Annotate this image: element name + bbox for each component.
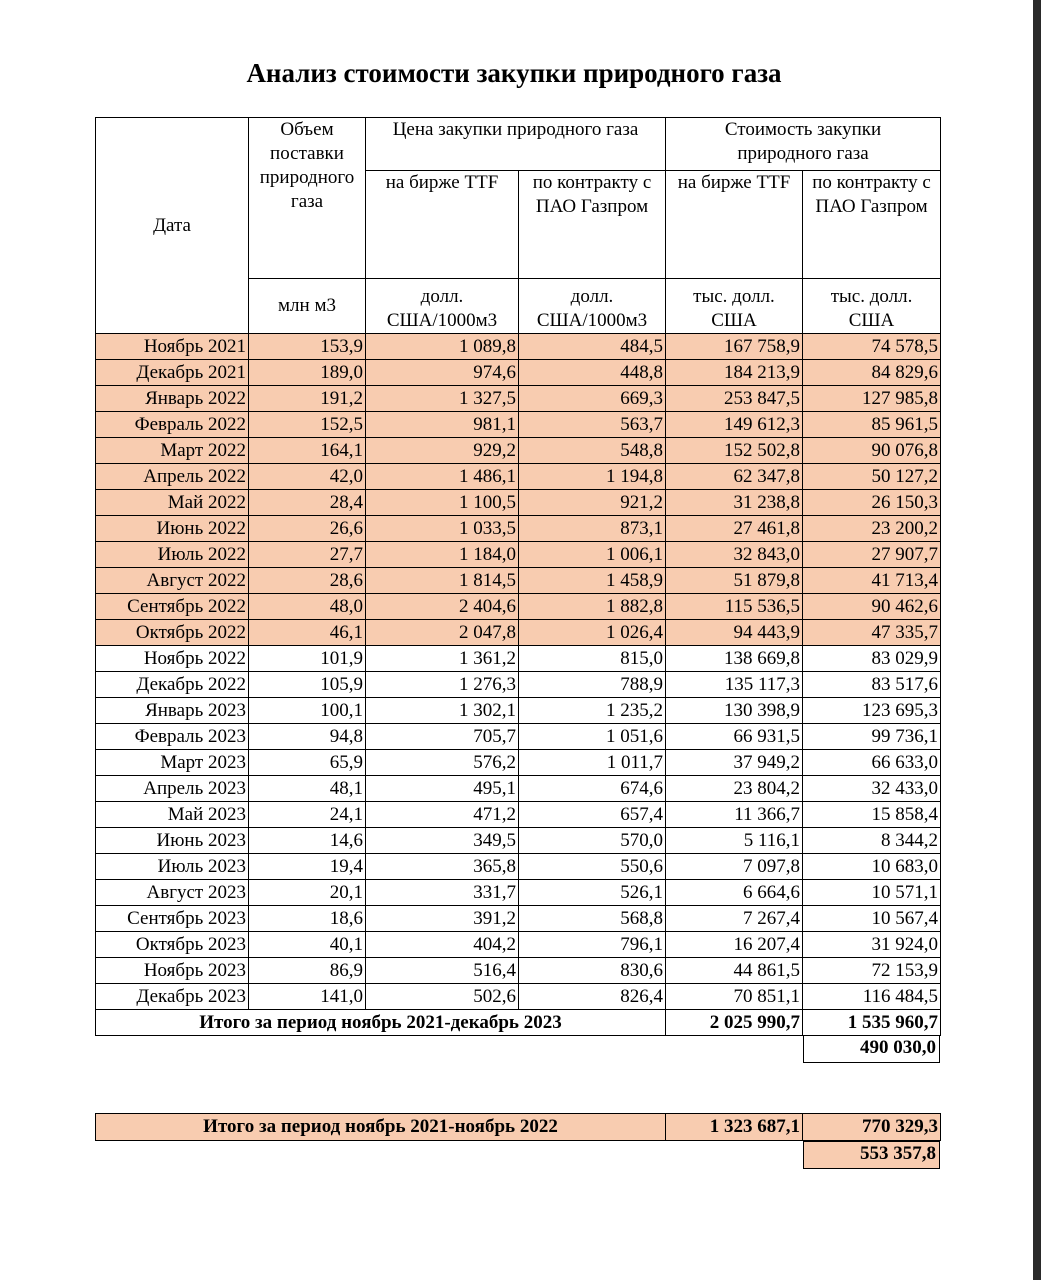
cell-date: Январь 2022 [96, 386, 249, 412]
cell-price-contract: 1 006,1 [519, 542, 666, 568]
cell-price-contract: 570,0 [519, 828, 666, 854]
cell-price-ttf: 2 404,6 [366, 594, 519, 620]
table-row [96, 932, 941, 958]
table-row [96, 464, 941, 490]
cell-date: Ноябрь 2021 [96, 334, 249, 360]
table-row [96, 412, 941, 438]
cell-cost-contract: 83 029,9 [803, 646, 941, 672]
total-full-difference: 490 030,0 [803, 1035, 940, 1063]
cell-price-ttf: 502,6 [366, 984, 519, 1010]
table-row [96, 750, 941, 776]
cell-volume: 101,9 [249, 646, 366, 672]
screen-edge [1033, 0, 1041, 1280]
total-partial-cost-contract: 770 329,3 [803, 1114, 941, 1141]
cell-cost-contract: 26 150,3 [803, 490, 941, 516]
header-date: Дата [96, 118, 249, 334]
cell-cost-ttf: 44 861,5 [666, 958, 803, 984]
cell-cost-ttf: 138 669,8 [666, 646, 803, 672]
cell-price-contract: 826,4 [519, 984, 666, 1010]
cell-volume: 105,9 [249, 672, 366, 698]
cell-cost-contract: 32 433,0 [803, 776, 941, 802]
cell-date: Июнь 2022 [96, 516, 249, 542]
cell-date: Январь 2023 [96, 698, 249, 724]
cell-date: Декабрь 2022 [96, 672, 249, 698]
cell-cost-contract: 116 484,5 [803, 984, 941, 1010]
gas-cost-table [95, 117, 940, 1036]
total-partial-label: Итого за период ноябрь 2021-ноябрь 2022 [96, 1114, 666, 1141]
cell-price-contract: 448,8 [519, 360, 666, 386]
cell-price-contract: 815,0 [519, 646, 666, 672]
cell-price-contract: 921,2 [519, 490, 666, 516]
cell-price-ttf: 404,2 [366, 932, 519, 958]
cell-cost-ttf: 31 238,8 [666, 490, 803, 516]
cell-cost-contract: 50 127,2 [803, 464, 941, 490]
cell-date: Декабрь 2021 [96, 360, 249, 386]
table-row [96, 984, 941, 1010]
cell-date: Февраль 2022 [96, 412, 249, 438]
cell-price-contract: 1 194,8 [519, 464, 666, 490]
cell-volume: 46,1 [249, 620, 366, 646]
cell-volume: 28,4 [249, 490, 366, 516]
cell-cost-contract: 74 578,5 [803, 334, 941, 360]
cell-volume: 189,0 [249, 360, 366, 386]
table-row [96, 880, 941, 906]
table-row [96, 594, 941, 620]
table-row [96, 906, 941, 932]
cell-cost-ttf: 5 116,1 [666, 828, 803, 854]
cell-date: Ноябрь 2023 [96, 958, 249, 984]
table-row [96, 958, 941, 984]
cell-date: Сентябрь 2023 [96, 906, 249, 932]
total-partial-difference: 553 357,8 [803, 1141, 940, 1169]
cell-date: Сентябрь 2022 [96, 594, 249, 620]
cell-cost-contract: 27 907,7 [803, 542, 941, 568]
cell-volume: 164,1 [249, 438, 366, 464]
cell-price-contract: 1 051,6 [519, 724, 666, 750]
cell-price-ttf: 349,5 [366, 828, 519, 854]
cell-price-ttf: 1 327,5 [366, 386, 519, 412]
cell-cost-contract: 10 571,1 [803, 880, 941, 906]
cell-volume: 48,1 [249, 776, 366, 802]
table-row [96, 698, 941, 724]
header-price-contract: по контракту с ПАО Газпром [519, 171, 666, 279]
cell-date: Апрель 2023 [96, 776, 249, 802]
cell-cost-ttf: 167 758,9 [666, 334, 803, 360]
cell-cost-ttf: 37 949,2 [666, 750, 803, 776]
cell-price-ttf: 391,2 [366, 906, 519, 932]
cell-volume: 100,1 [249, 698, 366, 724]
table-row [96, 568, 941, 594]
header-cost-group: Стоимость закупки природного газа [666, 118, 941, 171]
table-row [96, 334, 941, 360]
cell-price-ttf: 1 361,2 [366, 646, 519, 672]
cell-price-ttf: 1 033,5 [366, 516, 519, 542]
cell-volume: 19,4 [249, 854, 366, 880]
cell-price-ttf: 1 302,1 [366, 698, 519, 724]
table-row [96, 490, 941, 516]
cell-price-contract: 1 235,2 [519, 698, 666, 724]
cell-cost-ttf: 62 347,8 [666, 464, 803, 490]
table-row [96, 776, 941, 802]
table-row [96, 802, 941, 828]
cell-date: Август 2023 [96, 880, 249, 906]
cell-volume: 141,0 [249, 984, 366, 1010]
cell-volume: 152,5 [249, 412, 366, 438]
cell-date: Февраль 2023 [96, 724, 249, 750]
page-title: Анализ стоимости закупки природного газа [246, 58, 782, 88]
cell-price-contract: 830,6 [519, 958, 666, 984]
table-row [96, 724, 941, 750]
cell-price-ttf: 576,2 [366, 750, 519, 776]
cell-date: Май 2023 [96, 802, 249, 828]
header-cost-ttf: на бирже TTF [666, 171, 803, 279]
cell-price-ttf: 2 047,8 [366, 620, 519, 646]
unit-cost-contract: тыс. долл. США [803, 279, 941, 334]
cell-date: Июль 2022 [96, 542, 249, 568]
cell-price-contract: 484,5 [519, 334, 666, 360]
cell-price-contract: 788,9 [519, 672, 666, 698]
cell-price-ttf: 981,1 [366, 412, 519, 438]
cell-price-contract: 674,6 [519, 776, 666, 802]
total-full-row [96, 1010, 941, 1036]
cell-volume: 40,1 [249, 932, 366, 958]
cell-price-ttf: 1 814,5 [366, 568, 519, 594]
header-price-group: Цена закупки природного газа [366, 118, 666, 171]
cell-price-contract: 1 011,7 [519, 750, 666, 776]
cell-price-ttf: 1 100,5 [366, 490, 519, 516]
table-row [96, 828, 941, 854]
cell-cost-ttf: 94 443,9 [666, 620, 803, 646]
table-row [96, 386, 941, 412]
cell-cost-contract: 72 153,9 [803, 958, 941, 984]
cell-price-ttf: 1 276,3 [366, 672, 519, 698]
table-row [96, 620, 941, 646]
cell-volume: 48,0 [249, 594, 366, 620]
cell-volume: 26,6 [249, 516, 366, 542]
total-partial-row [95, 1113, 940, 1141]
unit-volume: млн м3 [249, 279, 366, 334]
cell-volume: 24,1 [249, 802, 366, 828]
cell-cost-contract: 83 517,6 [803, 672, 941, 698]
table-row [96, 516, 941, 542]
cell-price-contract: 568,8 [519, 906, 666, 932]
cell-cost-contract: 23 200,2 [803, 516, 941, 542]
cell-volume: 20,1 [249, 880, 366, 906]
cell-price-contract: 657,4 [519, 802, 666, 828]
cell-cost-contract: 66 633,0 [803, 750, 941, 776]
table-row [96, 542, 941, 568]
data-rows [96, 334, 941, 1010]
cell-price-contract: 526,1 [519, 880, 666, 906]
cell-cost-ttf: 152 502,8 [666, 438, 803, 464]
cell-cost-ttf: 184 213,9 [666, 360, 803, 386]
cell-price-contract: 1 458,9 [519, 568, 666, 594]
cell-cost-ttf: 115 536,5 [666, 594, 803, 620]
cell-price-ttf: 365,8 [366, 854, 519, 880]
cell-price-contract: 1 026,4 [519, 620, 666, 646]
cell-price-contract: 550,6 [519, 854, 666, 880]
total-full-cost-ttf: 2 025 990,7 [666, 1010, 803, 1036]
cell-price-ttf: 516,4 [366, 958, 519, 984]
cell-volume: 42,0 [249, 464, 366, 490]
table-row [96, 672, 941, 698]
cell-cost-ttf: 32 843,0 [666, 542, 803, 568]
cell-cost-ttf: 149 612,3 [666, 412, 803, 438]
total-full-cost-contract: 1 535 960,7 [803, 1010, 941, 1036]
cell-date: Декабрь 2023 [96, 984, 249, 1010]
cell-cost-contract: 99 736,1 [803, 724, 941, 750]
cell-price-contract: 796,1 [519, 932, 666, 958]
table-row [96, 854, 941, 880]
unit-price-ttf: долл. США/1000м3 [366, 279, 519, 334]
cell-volume: 153,9 [249, 334, 366, 360]
cell-date: Июнь 2023 [96, 828, 249, 854]
cell-volume: 86,9 [249, 958, 366, 984]
header-volume: Объем поставки природного газа [249, 118, 366, 279]
cell-price-contract: 1 882,8 [519, 594, 666, 620]
cell-cost-ttf: 135 117,3 [666, 672, 803, 698]
header-price-ttf: на бирже TTF [366, 171, 519, 279]
cell-volume: 27,7 [249, 542, 366, 568]
cell-volume: 14,6 [249, 828, 366, 854]
cell-price-contract: 669,3 [519, 386, 666, 412]
total-full-label: Итого за период ноябрь 2021-декабрь 2023 [96, 1010, 666, 1036]
unit-cost-ttf: тыс. долл. США [666, 279, 803, 334]
cell-price-ttf: 1 486,1 [366, 464, 519, 490]
cell-date: Март 2023 [96, 750, 249, 776]
cell-date: Май 2022 [96, 490, 249, 516]
cell-date: Июль 2023 [96, 854, 249, 880]
cell-cost-contract: 31 924,0 [803, 932, 941, 958]
cell-price-ttf: 1 184,0 [366, 542, 519, 568]
cell-cost-ttf: 7 267,4 [666, 906, 803, 932]
cell-date: Апрель 2022 [96, 464, 249, 490]
cell-cost-contract: 10 567,4 [803, 906, 941, 932]
cell-cost-contract: 127 985,8 [803, 386, 941, 412]
cell-cost-contract: 84 829,6 [803, 360, 941, 386]
cell-cost-ttf: 253 847,5 [666, 386, 803, 412]
cell-price-contract: 873,1 [519, 516, 666, 542]
cell-cost-ttf: 11 366,7 [666, 802, 803, 828]
cell-cost-contract: 85 961,5 [803, 412, 941, 438]
cell-volume: 28,6 [249, 568, 366, 594]
cell-volume: 18,6 [249, 906, 366, 932]
cell-cost-ttf: 66 931,5 [666, 724, 803, 750]
cell-cost-ttf: 6 664,6 [666, 880, 803, 906]
cell-cost-ttf: 130 398,9 [666, 698, 803, 724]
cell-cost-ttf: 51 879,8 [666, 568, 803, 594]
cell-price-ttf: 495,1 [366, 776, 519, 802]
cell-volume: 65,9 [249, 750, 366, 776]
cell-cost-ttf: 7 097,8 [666, 854, 803, 880]
table-row [96, 360, 941, 386]
table-row [96, 646, 941, 672]
cell-price-ttf: 471,2 [366, 802, 519, 828]
total-partial-cost-ttf: 1 323 687,1 [666, 1114, 803, 1141]
cell-volume: 191,2 [249, 386, 366, 412]
cell-cost-ttf: 16 207,4 [666, 932, 803, 958]
cell-cost-contract: 10 683,0 [803, 854, 941, 880]
cell-cost-contract: 47 335,7 [803, 620, 941, 646]
cell-cost-contract: 41 713,4 [803, 568, 941, 594]
cell-date: Август 2022 [96, 568, 249, 594]
cell-price-ttf: 1 089,8 [366, 334, 519, 360]
cell-price-ttf: 331,7 [366, 880, 519, 906]
cell-cost-ttf: 23 804,2 [666, 776, 803, 802]
cell-cost-contract: 8 344,2 [803, 828, 941, 854]
cell-price-contract: 563,7 [519, 412, 666, 438]
header-cost-contract: по контракту с ПАО Газпром [803, 171, 941, 279]
cell-date: Ноябрь 2022 [96, 646, 249, 672]
cell-cost-contract: 123 695,3 [803, 698, 941, 724]
table-row [96, 438, 941, 464]
cell-cost-contract: 90 076,8 [803, 438, 941, 464]
cell-date: Март 2022 [96, 438, 249, 464]
unit-price-contract: долл. США/1000м3 [519, 279, 666, 334]
cell-price-ttf: 929,2 [366, 438, 519, 464]
cell-cost-ttf: 70 851,1 [666, 984, 803, 1010]
cell-date: Октябрь 2023 [96, 932, 249, 958]
cell-price-ttf: 705,7 [366, 724, 519, 750]
cell-cost-ttf: 27 461,8 [666, 516, 803, 542]
cell-price-contract: 548,8 [519, 438, 666, 464]
cell-price-ttf: 974,6 [366, 360, 519, 386]
cell-cost-contract: 15 858,4 [803, 802, 941, 828]
cell-volume: 94,8 [249, 724, 366, 750]
cell-date: Октябрь 2022 [96, 620, 249, 646]
cell-cost-contract: 90 462,6 [803, 594, 941, 620]
